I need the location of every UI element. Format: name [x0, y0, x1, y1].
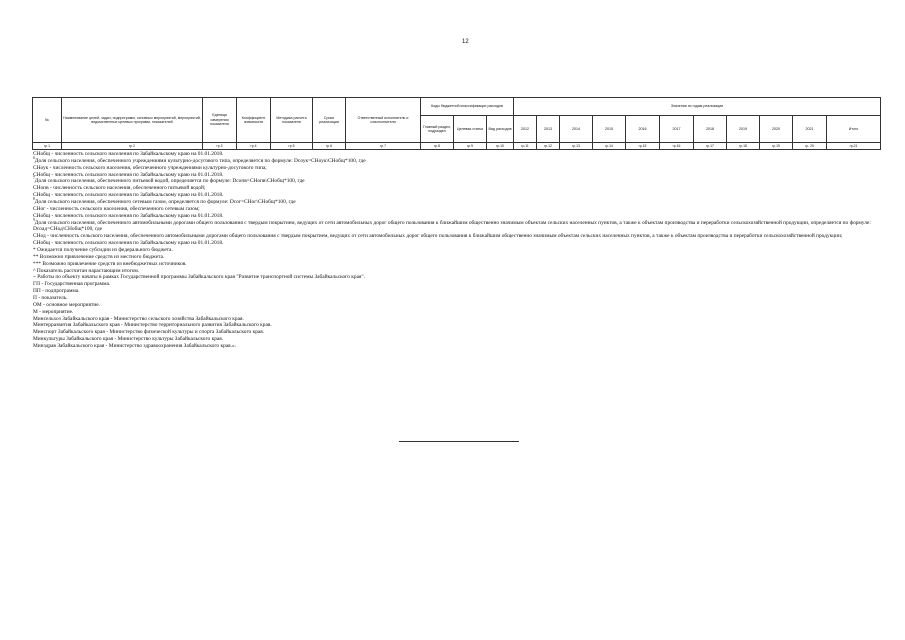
footnote-text: Минспорт Забайкальского края - Министерство физической культуры и спорта Забайкальского края. — [33, 329, 265, 336]
column-number: гр.6 — [313, 143, 346, 150]
footnote-marker: 9 — [33, 217, 35, 222]
footnote-text: СНог - численность сельского населения, обеспеченного сетевым газом; — [33, 205, 200, 212]
header-unit: Единица измерения показателя — [203, 98, 237, 143]
column-number: гр.1 — [33, 143, 62, 150]
column-number: гр.15 — [626, 143, 660, 150]
header-year: 2017 — [660, 116, 694, 143]
header-section: Главный раздел, подраздел — [421, 116, 454, 143]
footnote-text: ГП - Государственная программа. — [33, 281, 111, 288]
column-number: гр.16 — [660, 143, 694, 150]
header-year: 2013 — [537, 116, 560, 143]
header-budget-codes: Коды бюджетной классификации расходов — [421, 98, 514, 116]
footnote-marker: 7 — [33, 176, 35, 181]
footnote-marker: 6 — [33, 156, 35, 161]
column-number: гр. 20 — [793, 143, 827, 150]
column-number: гр.2 — [62, 143, 203, 150]
column-number: гр.14 — [593, 143, 626, 150]
column-number: гр.5 — [271, 143, 313, 150]
footnote-text: ОМ - основное мероприятие. — [33, 301, 101, 308]
header-number: № — [33, 98, 62, 143]
footnote-line — [33, 206, 883, 213]
footnote-text: СНоук - численность сельского населения, обеспеченного учреждениями культурно-досугового типа; — [33, 164, 267, 171]
header-executor: Ответственный исполнитель и соисполнители — [346, 98, 421, 143]
column-number: гр.12 — [537, 143, 560, 150]
end-rule — [399, 441, 519, 442]
page-number: 12 — [462, 39, 469, 45]
footnote-text: Минздрав Забайкальского края - Министерство здравоохранения Забайкальского края.». — [33, 343, 237, 350]
footnote-text: Минсельхоз Забайкальского края - Министерство сельского хозяйства Забайкальского края. — [33, 315, 244, 322]
header-coefficient: Коэффициент значимости — [237, 98, 271, 143]
footnote-line — [33, 288, 883, 295]
header-year: 2020 — [760, 116, 793, 143]
footnote-text: П - показатель. — [33, 295, 68, 302]
header-name: Наименование целей, задач, подпрограмм, основных мероприятий, мероприятий, ведомственных целевых программ, показателей — [62, 98, 203, 143]
header-year: 2021 — [793, 116, 827, 143]
footnote-line — [33, 217, 883, 234]
footnote-line — [33, 247, 883, 254]
footnote-text: М - мероприятие. — [33, 308, 74, 315]
column-number: гр.17 — [694, 143, 727, 150]
footnote-text: ^ Показатель рассчитан нарастающим итогом. — [33, 267, 140, 274]
header-expense-type: Вид расходов — [487, 116, 514, 143]
footnote-line — [33, 309, 883, 316]
footnote-text: СНобщ - численность сельского населения по Забайкальскому краю на 01.01.2018. — [33, 240, 224, 247]
footnote-text: Доля сельского населения, обеспеченного сетевым газом, определяется по формуле: Dсог=СНог\СНобщ*100, где — [34, 199, 296, 206]
footnote-line — [33, 240, 883, 247]
footnote-line — [33, 165, 883, 172]
footnote-line — [33, 295, 883, 302]
footnote-line — [33, 274, 883, 281]
footnote-text: * Ожидается получение субсидии из федерального бюджета. — [33, 247, 173, 254]
column-number: гр.7 — [346, 143, 421, 150]
header-year: 2019 — [727, 116, 760, 143]
footnote-marker: 8 — [33, 197, 35, 202]
footnote-text: СНод - численность сельского населения, обеспеченного автомобильными дорогами общего пользования с твердым покрытием, ведущих от сети автомобильных дорог общего пользования к ближайшим общественно значимым объектам сельских населенных пунктов, а также к объектам производства и переработки сельскохозяйственной продукции; — [33, 233, 843, 240]
header-year: 2014 — [560, 116, 593, 143]
program-indicators-table-header — [32, 97, 881, 150]
column-number: гр.8 — [421, 143, 454, 150]
header-year: 2015 — [593, 116, 626, 143]
footnote-text: ПП - подпрограмма. — [33, 288, 80, 295]
column-number: гр.3 — [203, 143, 237, 150]
header-terms: Сроки реализации — [313, 98, 346, 143]
footnote-text: *** Возможно привлечение средств из внебюджетных источников. — [33, 260, 187, 267]
header-method: Методика расчета показателя — [271, 98, 313, 143]
footnote-text: Доля сельского населения, обеспеченного учреждениями культурно-досугового типа, определяется по формуле: Dсоук=СНоук\СНобщ*100, где — [34, 157, 366, 164]
header-year: 2016 — [626, 116, 660, 143]
footnote-text: Минкультуры Забайкальского края - Министерство культуры Забайкальского края. — [33, 336, 224, 343]
column-number: гр.19 — [760, 143, 793, 150]
footnote-text: Доля сельского населения, обеспеченного питьевой водой, определяется по формуле: Dсопв=СНопв\СНобщ*100, где — [34, 178, 305, 185]
footnote-text: СНопв - численность сельского населения, обеспеченного питьевой водой; — [33, 185, 206, 192]
footnote-text: СНобщ - численность сельского населения по Забайкальскому краю на 01.01.2018. — [33, 192, 224, 199]
footnote-text: СНобщ - численность сельского населения по Забайкальскому краю на 01.01.2018. — [33, 212, 224, 219]
column-number: гр.13 — [560, 143, 593, 150]
header-year: 2018 — [694, 116, 727, 143]
column-number: гр.21 — [827, 143, 881, 150]
column-number: гр.10 — [487, 143, 514, 150]
header-target-article: Целевая статья — [454, 116, 487, 143]
header-total: Итого — [827, 116, 881, 143]
column-number: гр.9 — [454, 143, 487, 150]
footnote-line — [33, 199, 883, 206]
footnote-text: ** Возможно привлечение средств из местного бюджета. — [33, 253, 165, 260]
footnote-line — [33, 302, 883, 309]
footnote-line — [33, 261, 883, 268]
footnote-line — [33, 192, 883, 202]
column-number: гр.18 — [727, 143, 760, 150]
header-year: 2012 — [514, 116, 537, 143]
header-year-values: Значения по годам реализации — [514, 98, 881, 116]
footnote-line — [33, 158, 883, 165]
footnote-text: СНобщ - численность сельского населения по Забайкальскому краю на 01.01.2018. — [33, 171, 224, 178]
column-number: гр.11 — [514, 143, 537, 150]
footnotes — [33, 151, 883, 350]
footnote-line — [33, 343, 883, 350]
footnote-text: Минтерразвития Забайкальского края - Министерство территориального развития Забайкальского края. — [33, 322, 272, 329]
footnote-text: ~ Работы по объекту начаты в рамках Государственной программы Забайкальского края "Развитие транспортной системы Забайкальского края". — [33, 274, 365, 281]
footnote-line — [33, 281, 883, 288]
column-number: гр.4 — [237, 143, 271, 150]
footnote-text: Доля сельского населения, обеспеченного автомобильными дорогами общего пользования с твердым покрытием, ведущих от сети автомобильных дорог общего пользования к ближайшим общественно значимым объектам сельских населенных пунктов, а также к объектам производства и переработки сельскохозяйственной продукции, определяется по формуле: Dсоад=СНод\СНобщ*100, где — [33, 219, 871, 233]
footnote-line — [33, 213, 883, 220]
footnote-line — [33, 254, 883, 261]
footnote-text: СНобщ - численность сельского населения по Забайкальскому краю на 01.01.2018. — [33, 151, 224, 157]
